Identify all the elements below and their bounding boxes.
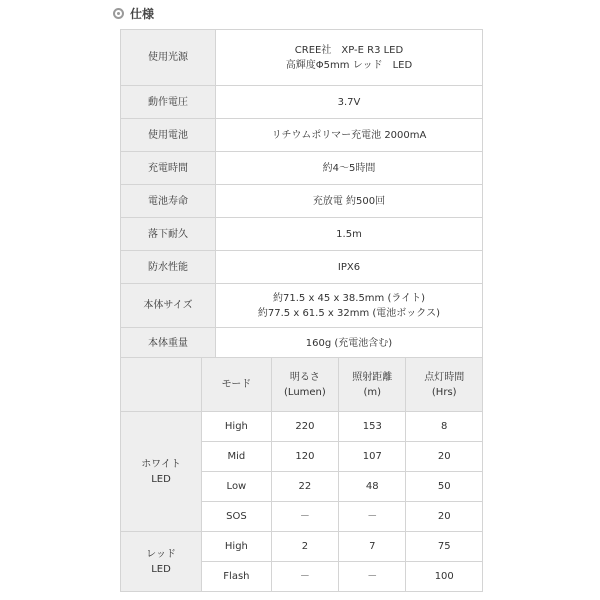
row-group-label-line: ホワイト xyxy=(141,458,181,470)
spec-value xyxy=(216,86,483,119)
mode-cell: Low xyxy=(202,472,272,502)
column-header xyxy=(202,358,272,412)
spec-row xyxy=(121,251,483,284)
column-header-line: 明るさ xyxy=(289,371,320,383)
spec-label: 充電時間 xyxy=(121,152,216,185)
section-title: 仕様 xyxy=(130,6,155,21)
value-cell: 20 xyxy=(406,502,483,532)
spec-row xyxy=(121,284,483,328)
spec-row xyxy=(121,328,483,359)
spec-row xyxy=(121,86,483,119)
spec-label: 防水性能 xyxy=(121,251,216,284)
spec-value xyxy=(216,185,483,218)
column-header-line: 点灯時間 xyxy=(424,371,465,383)
spec-value-line: 3.7V xyxy=(337,96,361,108)
column-header xyxy=(271,358,338,412)
header-corner xyxy=(121,358,202,412)
mode-cell: High xyxy=(202,532,272,562)
spec-value xyxy=(216,218,483,251)
mode-cell: High xyxy=(202,412,272,442)
table-row xyxy=(121,532,483,562)
spec-row xyxy=(121,152,483,185)
spec-value xyxy=(216,152,483,185)
spec-value-line: 充放電 約500回 xyxy=(312,195,386,207)
column-header xyxy=(339,358,406,412)
spec-row xyxy=(121,119,483,152)
column-header-line: (Lumen) xyxy=(284,386,326,398)
spec-value-line: IPX6 xyxy=(337,261,361,273)
column-header-line: (m) xyxy=(363,386,382,398)
spec-value-line: 160g (充電池含む) xyxy=(305,337,393,349)
value-cell: － xyxy=(271,562,338,592)
value-cell: 220 xyxy=(271,412,338,442)
value-cell: 107 xyxy=(339,442,406,472)
column-header xyxy=(406,358,483,412)
spec-row xyxy=(121,185,483,218)
spec-value-line: 高輝度Φ5mm レッド LED xyxy=(285,59,413,71)
section-heading xyxy=(113,3,154,23)
column-header-line: (Hrs) xyxy=(431,386,457,398)
spec-label: 動作電圧 xyxy=(121,86,216,119)
value-cell: － xyxy=(339,502,406,532)
spec-value xyxy=(216,328,483,359)
spec-label: 電池寿命 xyxy=(121,185,216,218)
spec-label: 落下耐久 xyxy=(121,218,216,251)
value-cell: － xyxy=(339,562,406,592)
value-cell: 100 xyxy=(406,562,483,592)
spec-value xyxy=(216,284,483,328)
value-cell: 7 xyxy=(339,532,406,562)
spec-value-line: 約4～5時間 xyxy=(322,162,376,174)
bullet-circle-icon xyxy=(113,8,124,19)
spec-value-line: 1.5m xyxy=(336,228,362,240)
performance-table xyxy=(120,357,483,592)
value-cell: － xyxy=(271,502,338,532)
spec-label: 使用光源 xyxy=(121,30,216,86)
value-cell: 2 xyxy=(271,532,338,562)
value-cell: 153 xyxy=(339,412,406,442)
spec-value-line: 約71.5 x 45 x 38.5mm (ライト) xyxy=(273,292,425,304)
spec-value-line: リチウムポリマー充電池 2000mA xyxy=(271,129,427,141)
row-group-label xyxy=(121,412,202,532)
spec-value xyxy=(216,251,483,284)
table-row xyxy=(121,412,483,442)
value-cell: 8 xyxy=(406,412,483,442)
row-group-label-line: LED xyxy=(151,563,171,575)
spec-label: 使用電池 xyxy=(121,119,216,152)
value-cell: 50 xyxy=(406,472,483,502)
spec-row xyxy=(121,30,483,86)
row-group-label-line: LED xyxy=(151,473,171,485)
spec-value xyxy=(216,30,483,86)
mode-cell: SOS xyxy=(202,502,272,532)
spec-label: 本体サイズ xyxy=(121,284,216,328)
value-cell: 22 xyxy=(271,472,338,502)
value-cell: 20 xyxy=(406,442,483,472)
row-group-label xyxy=(121,532,202,592)
value-cell: 48 xyxy=(339,472,406,502)
value-cell: 120 xyxy=(271,442,338,472)
mode-cell: Flash xyxy=(202,562,272,592)
column-header-line: 照射距離 xyxy=(352,371,393,383)
row-group-label-line: レッド xyxy=(146,548,176,560)
value-cell: 75 xyxy=(406,532,483,562)
spec-value xyxy=(216,119,483,152)
column-header-line: モード xyxy=(221,379,252,390)
spec-table xyxy=(120,29,483,359)
spec-value-line: 約77.5 x 61.5 x 32mm (電池ボックス) xyxy=(257,307,441,319)
mode-cell: Mid xyxy=(202,442,272,472)
spec-label: 本体重量 xyxy=(121,328,216,359)
spec-value-line: CREE社 XP-E R3 LED xyxy=(294,44,404,56)
spec-row xyxy=(121,218,483,251)
